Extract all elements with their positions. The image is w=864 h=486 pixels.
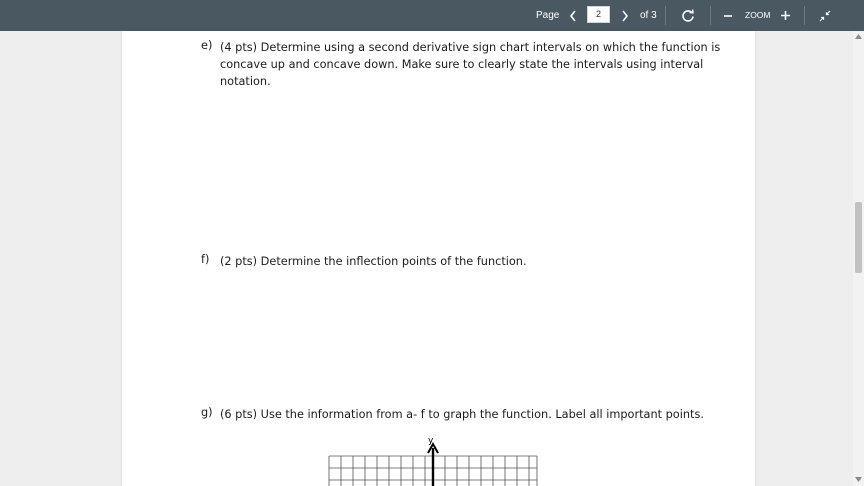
text-line: concave up and concave down. Make sure to clearly state the intervals using interval (220, 58, 704, 71)
toolbar-divider (665, 6, 666, 25)
vertical-scrollbar[interactable] (853, 31, 864, 486)
scroll-up-icon[interactable] (855, 34, 862, 39)
pdf-toolbar (0, 0, 864, 31)
zoom-label: ZOOM (745, 10, 771, 20)
toolbar-divider (804, 6, 805, 25)
rotate-button[interactable] (679, 0, 697, 31)
graph-grid (322, 436, 547, 486)
question-g (201, 406, 721, 426)
y-axis-label: y (428, 436, 434, 446)
toolbar-divider (710, 6, 711, 25)
rotate-icon (681, 9, 695, 23)
question-e (201, 39, 721, 99)
collapse-button[interactable] (817, 0, 833, 31)
question-label: g) (201, 406, 213, 419)
next-page-button[interactable] (618, 0, 632, 31)
question-text (220, 39, 720, 90)
document-viewer (0, 31, 864, 486)
scroll-thumb[interactable] (855, 202, 862, 273)
chevron-left-icon (569, 10, 577, 22)
page-number-input[interactable] (587, 6, 610, 23)
text-line: notation. (220, 75, 271, 88)
page-label: Page (536, 10, 560, 21)
plus-icon (780, 10, 791, 21)
pdf-page (122, 31, 755, 486)
text-line: (2 pts) Determine the inflection points of the function. (220, 255, 527, 268)
text-line: (4 pts) Determine using a second derivative sign chart intervals on which the function is (220, 41, 721, 54)
question-label: f) (201, 253, 210, 266)
zoom-out-button[interactable] (721, 0, 735, 31)
collapse-icon (819, 10, 831, 22)
question-text (220, 406, 704, 423)
zoom-in-button[interactable] (778, 0, 792, 31)
question-f (201, 253, 721, 273)
prev-page-button[interactable] (566, 0, 580, 31)
question-text (220, 253, 527, 270)
scroll-down-icon[interactable] (855, 477, 862, 482)
page-count: of 3 (640, 10, 657, 21)
question-label: e) (201, 39, 213, 52)
minus-icon (723, 11, 733, 21)
text-line: (6 pts) Use the information from a- f to graph the function. Label all important points. (220, 408, 704, 421)
chevron-right-icon (621, 10, 629, 22)
